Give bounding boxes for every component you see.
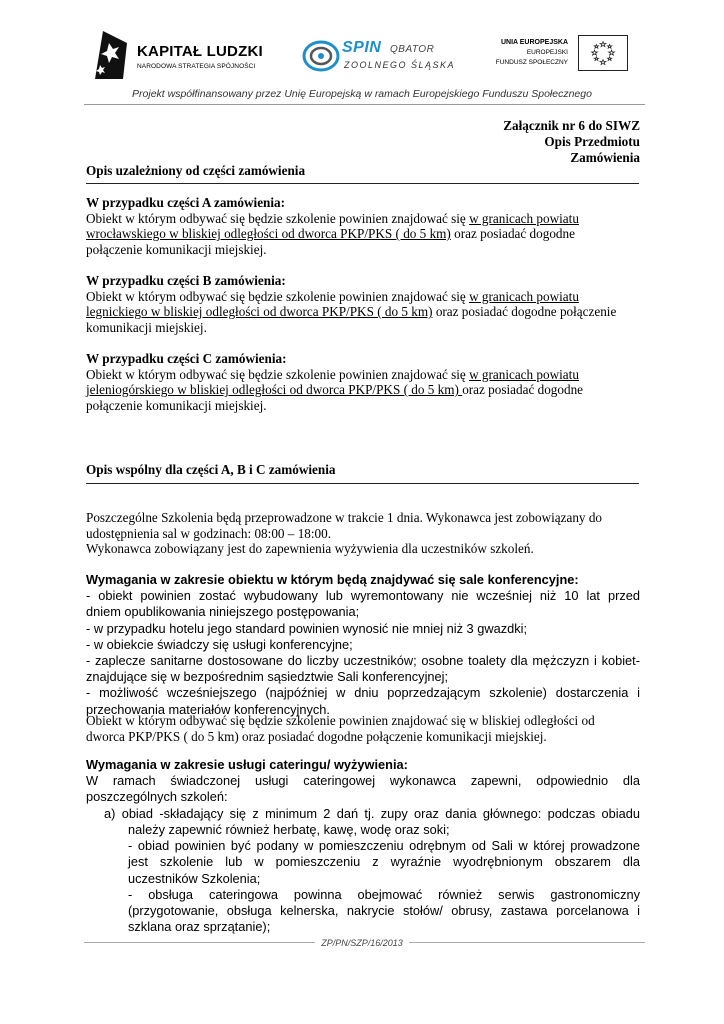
- venue-line-3: - w przypadku hotelu jego standard powinien wynosić nie mniej niż 3 gwazdki;: [86, 620, 528, 636]
- common-intro-line-2: udostępnienia sal w godzinach: 08:00 – 18:00.: [86, 525, 332, 541]
- spinqbator-name-qbator: QBATOR: [390, 44, 435, 55]
- venue-line-5: - zaplecze sanitarne dostosowane do liczby uczestników; osobne toalety dla mężczyzn i kobiet-: [86, 653, 640, 669]
- part-c-block: [86, 351, 640, 413]
- catering-item-a-cont: [128, 822, 640, 935]
- eu-flag-icon: [578, 35, 628, 71]
- spinqbator-subtitle: ZOOLNEGO ŚLĄSKA: [344, 60, 456, 70]
- catering-line-2: poszczególnych szkoleń:: [86, 789, 228, 805]
- common-intro-line-3: Wykonawca zobowiązany jest do zapewnienia wyżywienia dla uczestników szkoleń.: [86, 541, 534, 557]
- spinqbator-name-spin: SPIN: [342, 39, 382, 56]
- kapital-ludzki-logo: [93, 27, 273, 83]
- part-b-text: Obiekt w którym odbywać się będzie szkolenie powinien znajdować się w granicach powiatu legnickiego w bliskiej odległości od dworca PKP/PKS ( do 5 km) oraz posiadać dogodne połączenie komunikacji miejskiej.: [86, 288, 617, 335]
- catering-a-line-3: - obiad powinien być podany w pomieszczeniu odrębnym od Sali w której prowadzone: [128, 838, 640, 854]
- part-b-heading: W przypadku części B zamówienia:: [86, 273, 286, 288]
- catering-a-line-5: uczestników Szkolenia;: [128, 870, 261, 886]
- eu-logo: [478, 35, 628, 75]
- section-heading-dependent: Opis uzależniony od części zamówienia: [86, 163, 306, 178]
- venue-requirements: [86, 572, 640, 718]
- header-divider: [84, 104, 645, 105]
- section-heading-common: Opis wspólny dla części A, B i C zamówienia: [86, 462, 336, 477]
- venue-heading: Wymagania w zakresie obiektu w którym będą znajdywać się sale konferencyjne:: [86, 572, 579, 587]
- catering-a-line-2: należy zapewnić również herbatę, kawę, wodę oraz soki;: [128, 822, 450, 837]
- venue-line-9: Obiekt w którym odbywać się będzie szkolenie powinien znajdować się w bliskiej odległości od: [86, 713, 595, 728]
- part-c-text: Obiekt w którym odbywać się będzie szkolenie powinien znajdować się w granicach powiatu jeleniogórskiego w bliskiej odległości od dworca PKP/PKS ( do 5 km) oraz posiadać dogodne połączenie komunikacji miejskiej.: [86, 366, 584, 413]
- kapital-ludzki-subtitle: NARODOWA STRATEGIA SPÓJNOŚCI: [137, 63, 256, 70]
- venue-line-1: - obiekt powinien zostać wybudowany lub wyremontowany nie wcześniej niż 10 lat przed: [86, 588, 640, 604]
- catering-a-line-8: szklana oraz sprzątanie);: [128, 919, 271, 935]
- part-a-block: [86, 195, 640, 257]
- catering-line-1: W ramach świadczonej usługi cateringowej wykonawca zapewni, odpowiednio dla: [86, 773, 640, 789]
- common-intro-line-1: Poszczególne Szkolenia będą przeprowadzone w trakcie 1 dnia. Wykonawca jest zobowiązany do: [86, 510, 603, 525]
- catering-item-a: a) obiad -składający się z minimum 2 dań tj. zupy oraz dania głównego: podczas obiadu: [104, 806, 640, 821]
- eu-line-2: EUROPEJSKI: [526, 49, 568, 56]
- catering-a-line-4: jest szkolenie lub w pomieszczeniu z wyraźnie wyodrębnionym obszarem dla: [128, 854, 640, 870]
- kapital-ludzki-title: KAPITAŁ LUDZKI: [137, 43, 263, 60]
- venue-line-10: dworca PKP/PKS ( do 5 km) oraz posiadać dogodne połączenie komunikacji miejskiej.: [86, 728, 547, 744]
- spinqbator-logo: [302, 37, 457, 77]
- footer-reference: ZP/PN/SZP/16/2013: [0, 938, 724, 948]
- kapital-ludzki-emblem-icon: [93, 29, 129, 81]
- catering-heading: Wymagania w zakresie usługi cateringu/ wyżywienia:: [86, 757, 408, 772]
- spinqbator-swirl-icon: [302, 39, 340, 73]
- attachment-line-3: Zamówienia: [570, 150, 640, 165]
- part-a-heading: W przypadku części A zamówienia:: [86, 195, 286, 210]
- part-b-block: [86, 273, 640, 335]
- attachment-title: [86, 118, 640, 166]
- section-rule-1: [86, 183, 639, 184]
- venue-line-6: znajdujące się w bezpośrednim sąsiedztwie Sali konferencyjnej;: [86, 669, 449, 685]
- project-cofinancing-line: Projekt współfinansowany przez Unię Europejską w ramach Europejskiego Funduszu Społecznego: [132, 88, 592, 100]
- common-intro: [86, 510, 640, 557]
- attachment-line-2: Opis Przedmiotu: [544, 134, 640, 149]
- section-rule-2: [86, 483, 639, 484]
- venue-line-2: dniem opublikowania niniejszego postępowania;: [86, 604, 360, 620]
- catering-requirements: [86, 757, 640, 806]
- eu-line-1: UNIA EUROPEJSKA: [500, 39, 568, 46]
- venue-line-8: przechowania materiałów konferencyjnych.: [86, 701, 330, 717]
- venue-line-4: - w obiekcie świadczy się usługi konferencyjne;: [86, 636, 353, 652]
- eu-line-3: FUNDUSZ SPOŁECZNY: [495, 59, 568, 66]
- attachment-line-1: Załącznik nr 6 do SIWZ: [503, 118, 640, 133]
- catering-a-line-7: (przygotowanie, obsługa kelnerska, nakrycie stołów/ obrusy, zastawa porcelanowa i: [128, 903, 640, 919]
- venue-line-7: - możliwość wcześniejszego (najpóźniej w dniu poprzedzającym szkolenie) dostarczenia i: [86, 685, 640, 701]
- part-c-heading: W przypadku części C zamówienia:: [86, 351, 287, 366]
- part-a-text: Obiekt w którym odbywać się będzie szkolenie powinien znajdować się w granicach powiatu wrocławskiego w bliskiej odległości od dworca PKP/PKS ( do 5 km) oraz posiadać dogodne połączenie komunikacji miejskiej.: [86, 210, 579, 257]
- catering-a-line-6: - obsługa cateringowa powinna obejmować również serwis gastronomiczny: [128, 886, 640, 902]
- venue-closing: [86, 713, 640, 744]
